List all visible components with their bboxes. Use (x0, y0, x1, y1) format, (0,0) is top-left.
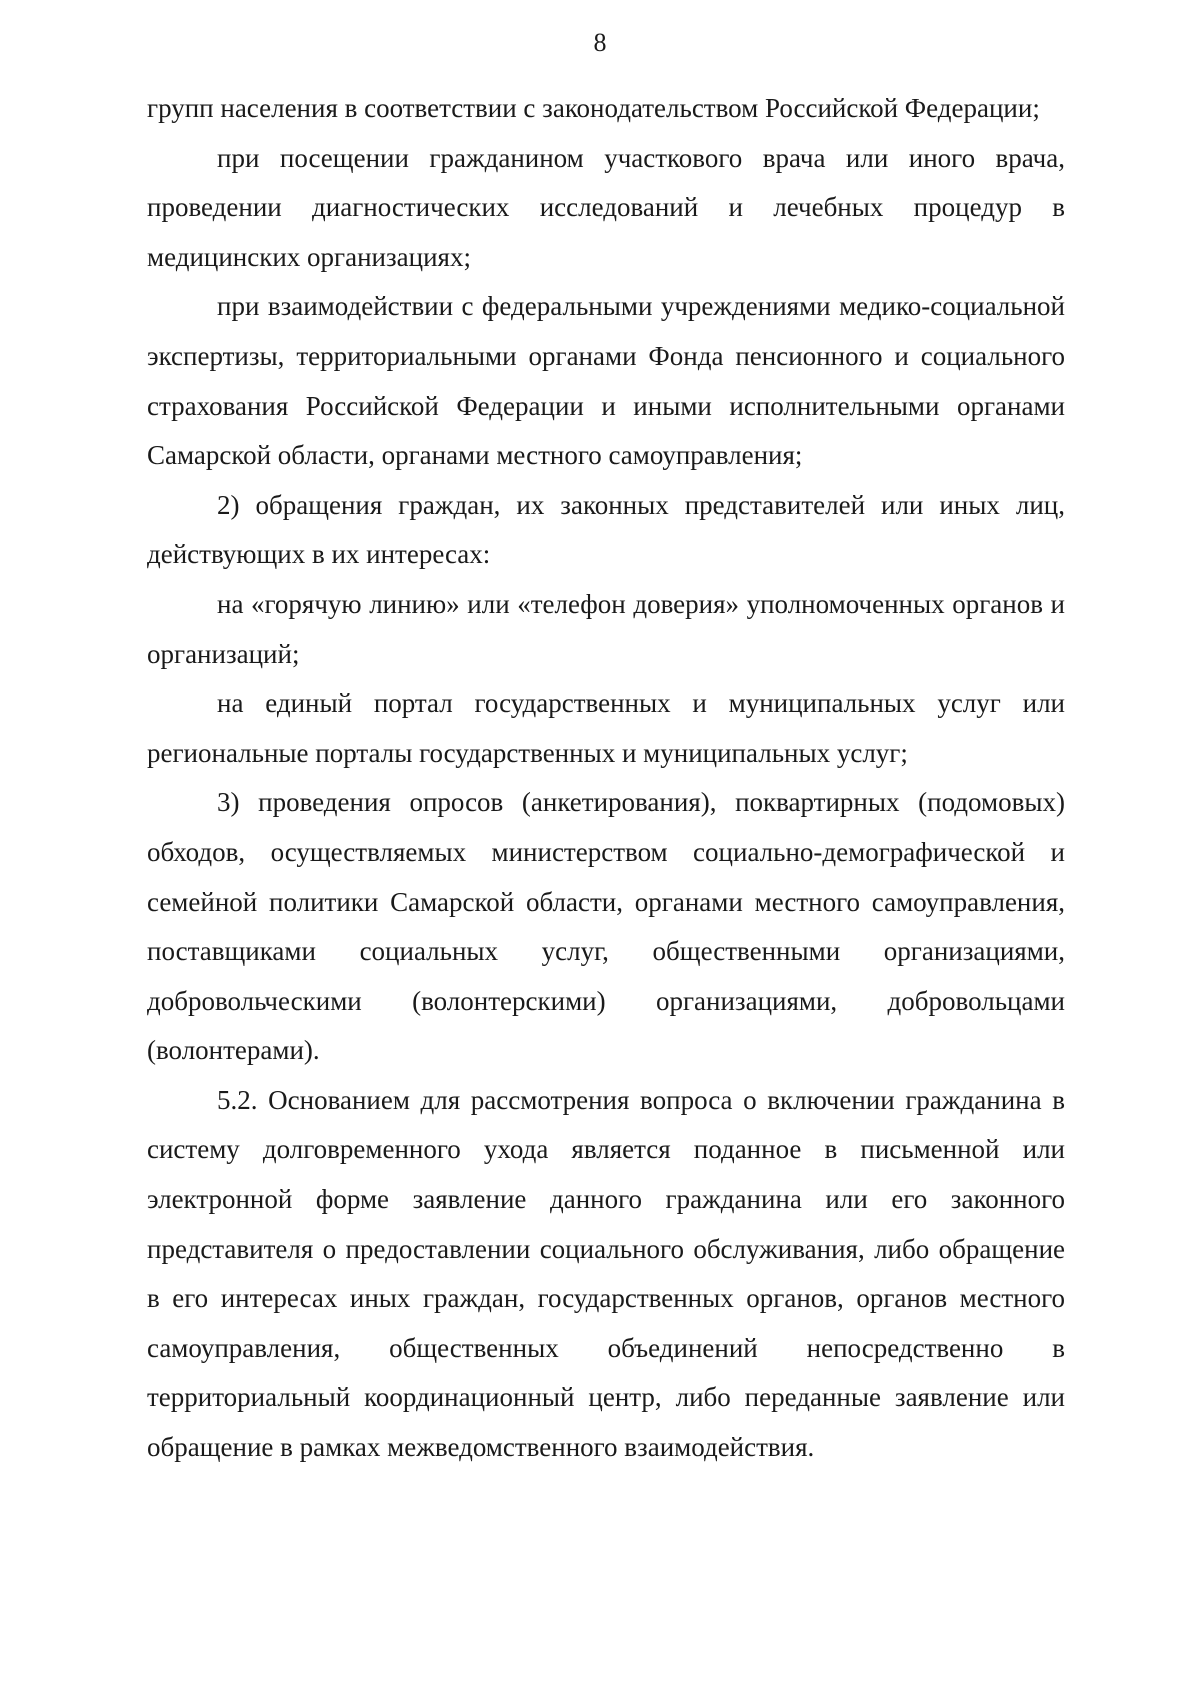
document-body (147, 84, 1065, 1473)
paragraph-portal: на единый портал государственных и муниципальных услуг или региональные порталы государственных и муниципальных услуг; (147, 688, 1065, 768)
paragraph-item-3: 3) проведения опросов (анкетирования), поквартирных (подомовых) обходов, осуществляемых министерством социально-демографической и семейной политики Самарской области, органами местного самоуправления, поставщиками социальных услуг, общественными организациями, добровольческими (волонтерскими) организациями, добровольцами (волонтерами). (147, 787, 1065, 1066)
paragraph-doctor-visit: при посещении гражданином участкового врача или иного врача, проведении диагностических исследований и лечебных процедур в медицинских организациях; (147, 142, 1065, 272)
paragraph-section-5-2: 5.2. Основанием для рассмотрения вопроса о включении гражданина в систему долговременного ухода является поданное в письменной или электронной форме заявление данного гражданина или его законного представителя о предоставлении социального обслуживания, либо обращение в его интересах иных граждан, государственных органов, органов местного самоуправления, общественных объединений непосредственно в территориальный координационный центр, либо переданные заявление или обращение в рамках межведомственного взаимодействия. (147, 1084, 1065, 1463)
paragraph-interaction: при взаимодействии с федеральными учреждениями медико-социальной экспертизы, территориальными органами Фонда пенсионного и социального страхования Российской Федерации и иными исполнительными органами Самарской области, органами местного самоуправления; (147, 291, 1065, 471)
paragraph-item-2: 2) обращения граждан, их законных представителей или иных лиц, действующих в их интересах: (147, 489, 1065, 570)
page-number: 8 (593, 28, 607, 57)
paragraph-hotline: на «горячую линию» или «телефон доверия» уполномоченных органов и организаций; (147, 588, 1065, 669)
paragraph-continuation: групп населения в соответствии с законодательством Российской Федерации; (147, 93, 1040, 123)
